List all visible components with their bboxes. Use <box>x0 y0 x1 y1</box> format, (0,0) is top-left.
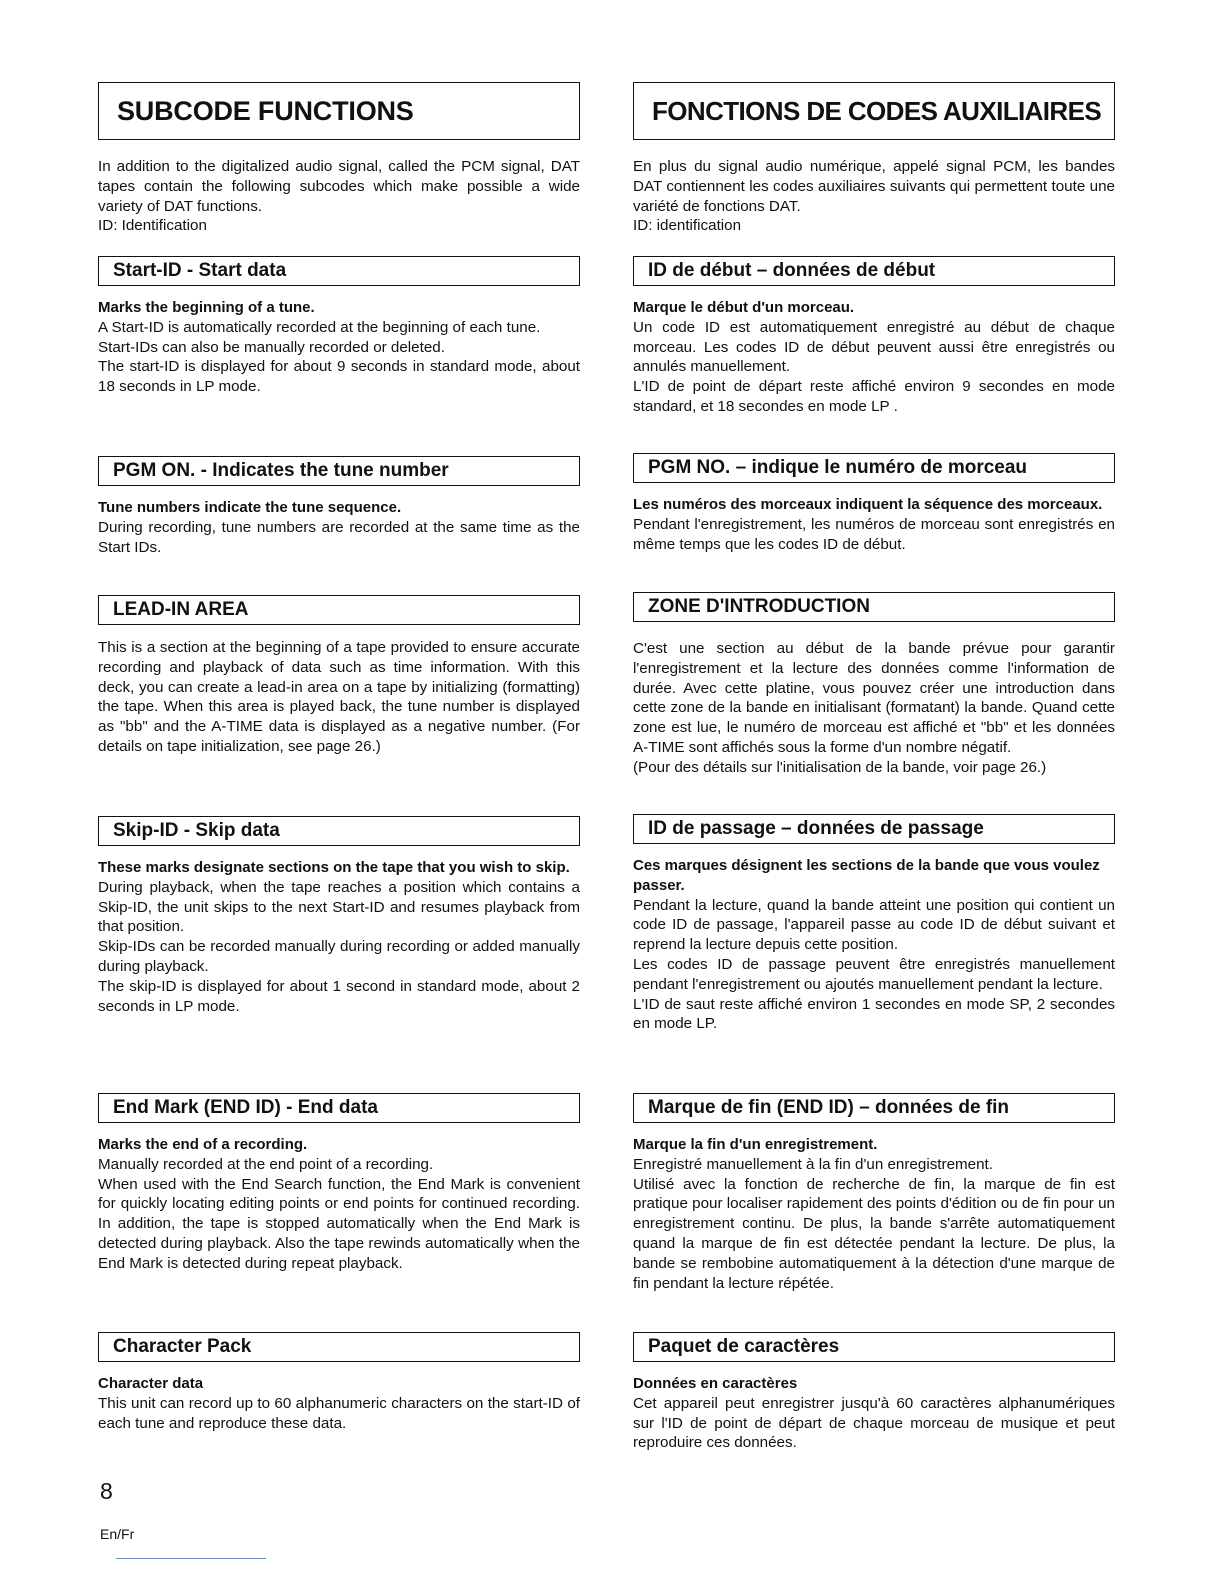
section-text: This unit can record up to 60 alphanumeric characters on the start-ID of each tune and reproduce these data. <box>98 1394 580 1432</box>
section-zone-introduction <box>633 592 1115 778</box>
section-lead: Marque le début d'un morceau. <box>633 299 855 316</box>
section-pgm-on <box>98 456 580 557</box>
section-heading: LEAD-IN AREA <box>98 595 580 625</box>
section-heading: PGM ON. - Indicates the tune number <box>98 456 580 486</box>
section-id-de-passage <box>633 814 1115 1034</box>
section-heading: Skip-ID - Skip data <box>98 816 580 846</box>
section-heading: ZONE D'INTRODUCTION <box>633 592 1115 622</box>
section-text: Pendant la lecture, quand la bande atteint une position qui contient un code ID de passage, l'appareil passe au code ID de début suivant et reprend la lecture depuis cette position. <box>633 896 1115 954</box>
section-text: Enregistré manuellement à la fin d'un enregistrement. <box>633 1155 993 1173</box>
language-code: En/Fr <box>100 1526 135 1542</box>
section-heading: Start-ID - Start data <box>98 256 580 286</box>
section-heading: Paquet de caractères <box>633 1332 1115 1362</box>
english-column <box>98 82 580 1432</box>
section-text: The start-ID is displayed for about 9 seconds in standard mode, about 18 seconds in LP mode. <box>98 358 580 396</box>
page-title: SUBCODE FUNCTIONS <box>98 82 580 140</box>
section-end-mark <box>98 1093 580 1274</box>
section-start-id <box>98 256 580 397</box>
section-lead: Les numéros des morceaux indiquent la séquence des morceaux. <box>633 496 1103 513</box>
french-column <box>633 82 1115 1452</box>
section-character-pack <box>98 1332 580 1433</box>
section-lead: Character data <box>98 1375 204 1392</box>
section-lead: Données en caractères <box>633 1375 798 1392</box>
section-heading: Marque de fin (END ID) – données de fin <box>633 1093 1115 1123</box>
section-marque-de-fin <box>633 1093 1115 1293</box>
section-lead: These marks designate sections on the tape that you wish to skip. <box>98 859 570 876</box>
section-text: L'ID de point de départ reste affiché environ 9 secondes en mode standard, et 18 secondes en mode LP . <box>633 378 1115 415</box>
section-heading: ID de passage – données de passage <box>633 814 1115 844</box>
section-text: During recording, tune numbers are recorded at the same time as the Start IDs. <box>98 518 580 556</box>
section-lead: Marque la fin d'un enregistrement. <box>633 1136 878 1153</box>
section-lead: Marks the end of a recording. <box>98 1136 308 1153</box>
page-title-fr: FONCTIONS DE CODES AUXILIAIRES <box>633 82 1115 140</box>
section-text: Les codes ID de passage peuvent être enregistrés manuellement pendant l'enregistrement ou ajoutés manuellement pendant la lecture. <box>633 955 1115 993</box>
intro-id-note: ID: identification <box>633 217 742 235</box>
section-text: Pendant l'enregistrement, les numéros de morceau sont enregistrés en même temps que les codes ID de début. <box>633 515 1115 553</box>
section-heading: End Mark (END ID) - End data <box>98 1093 580 1123</box>
section-text: This is a section at the beginning of a tape provided to ensure accurate recording and playback of data such as time information. With this deck, you can create a lead-in area on a tape by initializing (formatting) the tape. When this area is played back, the tune number is displayed as "bb" and the A-TIME data is displayed as a negative number. (For details on tape initialization, see page 26.) <box>98 639 580 755</box>
section-lead: Ces marques désignent les sections de la bande que vous voulez passer. <box>633 857 1100 894</box>
section-lead-in-area <box>98 595 580 757</box>
intro-paragraph: En plus du signal audio numérique, appelé signal PCM, les bandes DAT contiennent les codes auxiliaires suivants qui permettent toute une variété de fonctions DAT. <box>633 158 1115 215</box>
section-lead: Tune numbers indicate the tune sequence. <box>98 499 402 516</box>
section-paquet-de-caracteres <box>633 1332 1115 1453</box>
section-text: C'est une section au début de la bande prévue pour garantir l'enregistrement et la lecture des données comme l'information de durée. Avec cette platine, vous pouvez créer une introduction dans cette zone de la bande en initialisant (formatant) la bande. Quand cette zone est lue, le numéro de morceau est affiché et "bb" et les données A-TIME sont affichés sous la forme d'un nombre négatif. <box>633 640 1115 756</box>
section-text: L'ID de saut reste affiché environ 1 secondes en mode SP, 2 secondes en mode LP. <box>633 995 1115 1033</box>
section-id-de-debut <box>633 256 1115 417</box>
footer-divider <box>116 1558 266 1559</box>
section-heading: ID de début – données de début <box>633 256 1115 286</box>
page-number: 8 <box>100 1478 113 1504</box>
section-text: (Pour des détails sur l'initialisation de la bande, voir page 26.) <box>633 758 1047 776</box>
section-heading: Character Pack <box>98 1332 580 1362</box>
section-text: When used with the End Search function, the End Mark is convenient for quickly locating editing points or end points for continued recording. In addition, the tape is stopped automatically when the End Mark is detected during playback. Also the tape rewinds automatically when the End Mark is detected during repeat playback. <box>98 1175 580 1272</box>
intro-paragraph: In addition to the digitalized audio signal, called the PCM signal, DAT tapes contain the following subcodes which make possible a wide variety of DAT functions. <box>98 158 580 215</box>
section-text: The skip-ID is displayed for about 1 second in standard mode, about 2 seconds in LP mode. <box>98 977 580 1015</box>
section-text: Un code ID est automatiquement enregistré au début de chaque morceau. Les codes ID de début peuvent aussi être enregistrés ou annulés manuellement. <box>633 318 1115 376</box>
section-text: Manually recorded at the end point of a recording. <box>98 1155 434 1173</box>
section-skip-id <box>98 816 580 1016</box>
section-text: Cet appareil peut enregistrer jusqu'à 60 caractères alphanumériques sur l'ID de point de départ de chaque morceau de musique et peut reproduire ces données. <box>633 1394 1115 1452</box>
section-text: Skip-IDs can be recorded manually during recording or added manually during playback. <box>98 938 580 975</box>
section-lead: Marks the beginning of a tune. <box>98 299 315 316</box>
section-text: Start-IDs can also be manually recorded or deleted. <box>98 338 445 356</box>
section-pgm-no <box>633 453 1115 554</box>
section-text: During playback, when the tape reaches a position which contains a Skip-ID, the unit skips to the next Start-ID and resumes playback from that position. <box>98 878 580 936</box>
section-text: Utilisé avec la fonction de recherche de fin, la marque de fin est pratique pour localiser rapidement des points d'édition ou de fin pour un enregistrement continu. De plus, la bande s'arrête automatiquement quand la marque de fin est détectée pendant la lecture. De plus, la bande se rembobine automatiquement à la détection d'une marque de fin pendant la lecture répétée. <box>633 1175 1115 1292</box>
section-text: A Start-ID is automatically recorded at the beginning of each tune. <box>98 318 541 336</box>
section-heading: PGM NO. – indique le numéro de morceau <box>633 453 1115 483</box>
intro-id-note: ID: Identification <box>98 217 207 235</box>
